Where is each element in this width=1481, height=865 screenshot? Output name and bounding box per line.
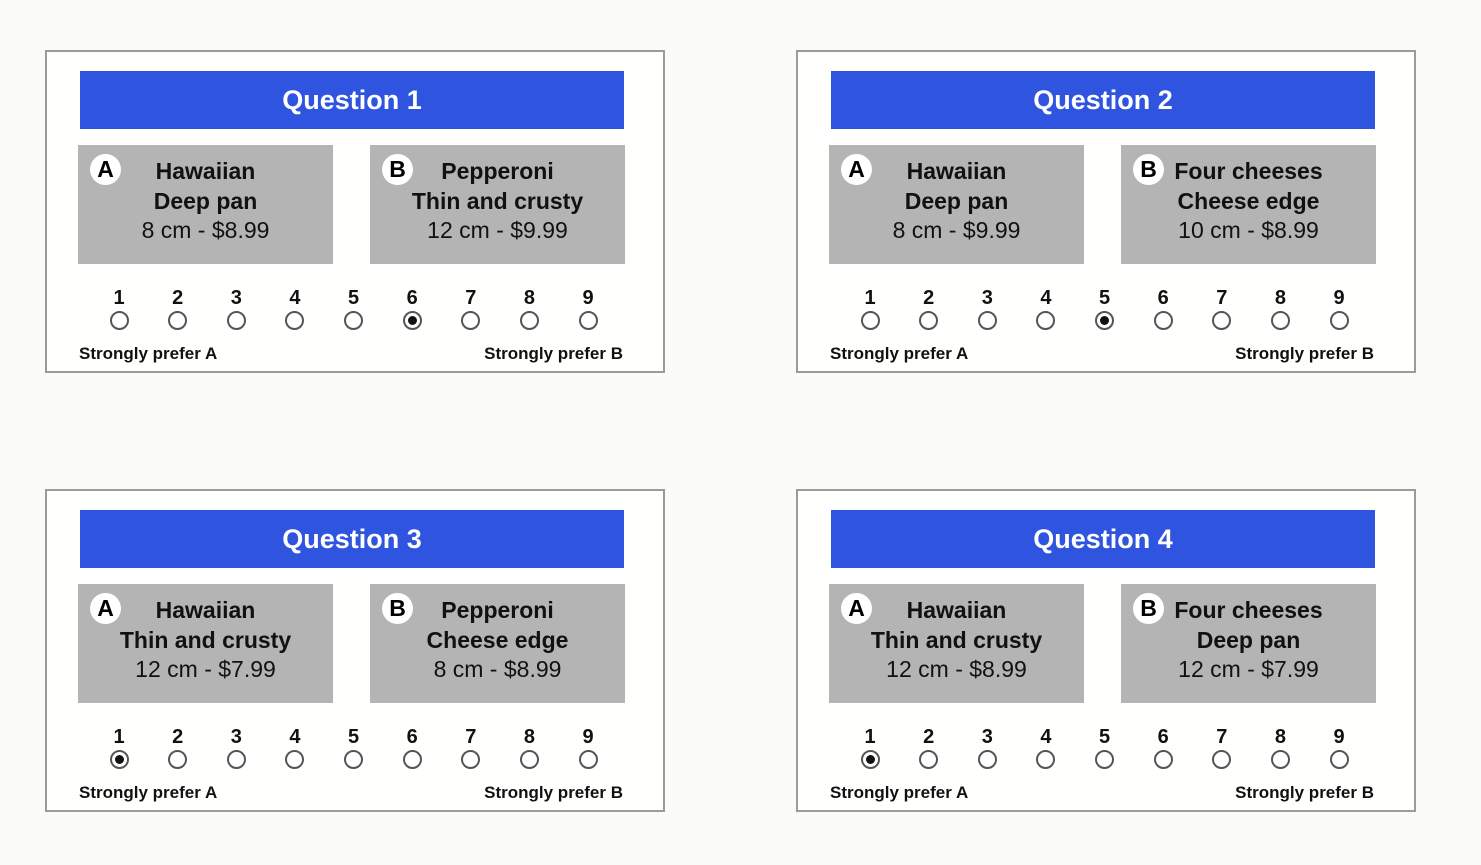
scale-radio-7[interactable] (461, 750, 480, 769)
scale-number: 1 (864, 726, 876, 748)
option-a (829, 145, 1084, 264)
option-a-details (829, 596, 1084, 685)
option-b-price: 8 cm - $8.99 (433, 656, 562, 682)
option-b (370, 145, 625, 264)
option-b-badge: B (382, 593, 413, 624)
scale-radio-4[interactable] (1036, 311, 1055, 330)
scale-radio-3[interactable] (227, 311, 246, 330)
scale-point-9 (573, 288, 603, 330)
option-a-price: 12 cm - $7.99 (135, 656, 276, 682)
scale-point-9 (1324, 288, 1354, 330)
option-a (78, 584, 333, 703)
option-b-details (370, 596, 625, 685)
scale-radio-1[interactable] (861, 750, 880, 769)
scale-point-4 (280, 288, 310, 330)
scale-number: 6 (1157, 287, 1169, 309)
scale-radio-1[interactable] (110, 750, 129, 769)
scale-point-8 (1265, 727, 1295, 769)
option-b-price: 12 cm - $9.99 (427, 217, 568, 243)
question-title: Question 4 (831, 510, 1375, 568)
scale-number: 9 (582, 726, 594, 748)
scale-radio-4[interactable] (285, 750, 304, 769)
scale-number: 7 (465, 726, 477, 748)
option-b-details (370, 157, 625, 246)
scale-radio-9[interactable] (579, 311, 598, 330)
option-a-name: Hawaiian (155, 597, 256, 623)
strongly-prefer-a-label: Strongly prefer A (79, 783, 218, 802)
option-a-badge: A (90, 154, 121, 185)
option-b-badge: B (1133, 154, 1164, 185)
scale-point-8 (514, 727, 544, 769)
question-title: Question 3 (80, 510, 624, 568)
scale-point-5 (1090, 727, 1120, 769)
preference-scale (840, 727, 1366, 773)
scale-radio-4[interactable] (285, 311, 304, 330)
scale-point-3 (221, 288, 251, 330)
scale-point-2 (914, 727, 944, 769)
strongly-prefer-a-label: Strongly prefer A (830, 783, 969, 802)
option-b-name: Four cheeses (1174, 158, 1323, 184)
preference-scale (89, 288, 615, 334)
scale-point-2 (914, 288, 944, 330)
scale-point-7 (456, 288, 486, 330)
scale-radio-2[interactable] (168, 311, 187, 330)
scale-point-2 (163, 727, 193, 769)
scale-radio-8[interactable] (1271, 311, 1290, 330)
question-title: Question 2 (831, 71, 1375, 129)
option-b (1121, 584, 1376, 703)
scale-point-1 (104, 288, 134, 330)
scale-point-1 (855, 288, 885, 330)
option-b-crust: Thin and crusty (411, 187, 584, 214)
scale-point-4 (1031, 727, 1061, 769)
option-a (78, 145, 333, 264)
scale-radio-5[interactable] (1095, 311, 1114, 330)
scale-radio-3[interactable] (227, 750, 246, 769)
strongly-prefer-a-label: Strongly prefer A (79, 344, 218, 363)
scale-number: 7 (465, 287, 477, 309)
scale-point-5 (1090, 288, 1120, 330)
scale-number: 4 (289, 287, 301, 309)
scale-number: 8 (523, 726, 535, 748)
option-a (829, 584, 1084, 703)
scale-number: 2 (923, 287, 935, 309)
scale-radio-3[interactable] (978, 750, 997, 769)
scale-radio-9[interactable] (1330, 750, 1349, 769)
scale-radio-9[interactable] (579, 750, 598, 769)
scale-point-8 (1265, 288, 1295, 330)
scale-point-6 (1148, 727, 1178, 769)
option-a-price: 12 cm - $8.99 (886, 656, 1027, 682)
strongly-prefer-b-label: Strongly prefer B (484, 344, 623, 363)
option-b (1121, 145, 1376, 264)
question-card-3 (45, 489, 665, 812)
option-a-details (829, 157, 1084, 246)
option-a-name: Hawaiian (155, 158, 256, 184)
strongly-prefer-b-label: Strongly prefer B (1235, 783, 1374, 802)
scale-radio-8[interactable] (520, 311, 539, 330)
scale-number: 2 (172, 726, 184, 748)
scale-radio-5[interactable] (1095, 750, 1114, 769)
question-title: Question 1 (80, 71, 624, 129)
scale-number: 6 (1157, 726, 1169, 748)
scale-radio-2[interactable] (168, 750, 187, 769)
scale-number: 7 (1216, 287, 1228, 309)
strongly-prefer-a-label: Strongly prefer A (830, 344, 969, 363)
scale-number: 2 (923, 726, 935, 748)
scale-radio-9[interactable] (1330, 311, 1349, 330)
scale-point-9 (573, 727, 603, 769)
question-card-1 (45, 50, 665, 373)
scale-radio-3[interactable] (978, 311, 997, 330)
option-a-crust: Thin and crusty (870, 626, 1043, 653)
scale-point-6 (397, 727, 427, 769)
scale-number: 5 (347, 726, 360, 748)
scale-point-9 (1324, 727, 1354, 769)
option-b-crust: Deep pan (1196, 626, 1301, 653)
scale-number: 1 (113, 726, 125, 748)
scale-radio-1[interactable] (110, 311, 129, 330)
option-a-crust: Deep pan (904, 187, 1009, 214)
option-b-badge: B (382, 154, 413, 185)
scale-point-5 (339, 727, 369, 769)
scale-number: 7 (1216, 726, 1228, 748)
option-a-details (78, 596, 333, 685)
scale-radio-7[interactable] (1212, 311, 1231, 330)
scale-number: 9 (1333, 726, 1345, 748)
scale-number: 6 (406, 726, 418, 748)
scale-point-5 (339, 288, 369, 330)
strongly-prefer-b-label: Strongly prefer B (1235, 344, 1374, 363)
scale-number: 9 (1333, 287, 1345, 309)
scale-number: 5 (1098, 287, 1111, 309)
scale-radio-6[interactable] (403, 311, 422, 330)
option-a-price: 8 cm - $8.99 (141, 217, 270, 243)
scale-radio-7[interactable] (461, 311, 480, 330)
scale-number: 6 (406, 287, 418, 309)
option-a-crust: Deep pan (153, 187, 258, 214)
scale-radio-1[interactable] (861, 311, 880, 330)
scale-point-4 (1031, 288, 1061, 330)
option-a-badge: A (841, 154, 872, 185)
scale-radio-7[interactable] (1212, 750, 1231, 769)
scale-number: 3 (230, 287, 242, 309)
option-a-name: Hawaiian (906, 597, 1007, 623)
scale-point-1 (104, 727, 134, 769)
option-b-badge: B (1133, 593, 1164, 624)
question-card-4 (796, 489, 1416, 812)
scale-point-6 (1148, 288, 1178, 330)
scale-point-7 (1207, 288, 1237, 330)
scale-radio-6[interactable] (403, 750, 422, 769)
scale-radio-2[interactable] (919, 750, 938, 769)
scale-number: 4 (1040, 726, 1052, 748)
scale-number: 1 (113, 287, 125, 309)
scale-number: 9 (582, 287, 594, 309)
scale-point-3 (221, 727, 251, 769)
scale-point-7 (456, 727, 486, 769)
option-b-price: 12 cm - $7.99 (1178, 656, 1319, 682)
option-a-price: 8 cm - $9.99 (892, 217, 1021, 243)
scale-radio-4[interactable] (1036, 750, 1055, 769)
scale-radio-6[interactable] (1154, 750, 1173, 769)
option-b-crust: Cheese edge (426, 626, 569, 653)
scale-number: 3 (981, 287, 993, 309)
scale-number: 1 (864, 287, 876, 309)
scale-point-7 (1207, 727, 1237, 769)
scale-number: 3 (981, 726, 993, 748)
scale-number: 8 (523, 287, 535, 309)
preference-scale (89, 727, 615, 773)
option-b-name: Four cheeses (1174, 597, 1323, 623)
option-b (370, 584, 625, 703)
scale-number: 8 (1274, 287, 1286, 309)
scale-number: 4 (289, 726, 301, 748)
scale-radio-8[interactable] (1271, 750, 1290, 769)
option-b-name: Pepperoni (441, 158, 554, 184)
strongly-prefer-b-label: Strongly prefer B (484, 783, 623, 802)
scale-number: 5 (347, 287, 360, 309)
option-a-badge: A (90, 593, 121, 624)
scale-radio-5[interactable] (344, 750, 363, 769)
option-b-details (1121, 157, 1376, 246)
question-card-2 (796, 50, 1416, 373)
scale-radio-5[interactable] (344, 311, 363, 330)
scale-point-2 (163, 288, 193, 330)
scale-point-4 (280, 727, 310, 769)
scale-point-3 (972, 727, 1002, 769)
scale-point-3 (972, 288, 1002, 330)
option-b-price: 10 cm - $8.99 (1178, 217, 1319, 243)
option-a-crust: Thin and crusty (119, 626, 292, 653)
scale-radio-8[interactable] (520, 750, 539, 769)
option-b-details (1121, 596, 1376, 685)
option-b-name: Pepperoni (441, 597, 554, 623)
scale-number: 4 (1040, 287, 1052, 309)
option-a-details (78, 157, 333, 246)
scale-number: 2 (172, 287, 184, 309)
preference-scale (840, 288, 1366, 334)
option-a-badge: A (841, 593, 872, 624)
scale-point-6 (397, 288, 427, 330)
scale-radio-6[interactable] (1154, 311, 1173, 330)
scale-point-8 (514, 288, 544, 330)
scale-point-1 (855, 727, 885, 769)
scale-number: 8 (1274, 726, 1286, 748)
option-b-crust: Cheese edge (1177, 187, 1320, 214)
scale-number: 5 (1098, 726, 1111, 748)
option-a-name: Hawaiian (906, 158, 1007, 184)
scale-number: 3 (230, 726, 242, 748)
scale-radio-2[interactable] (919, 311, 938, 330)
